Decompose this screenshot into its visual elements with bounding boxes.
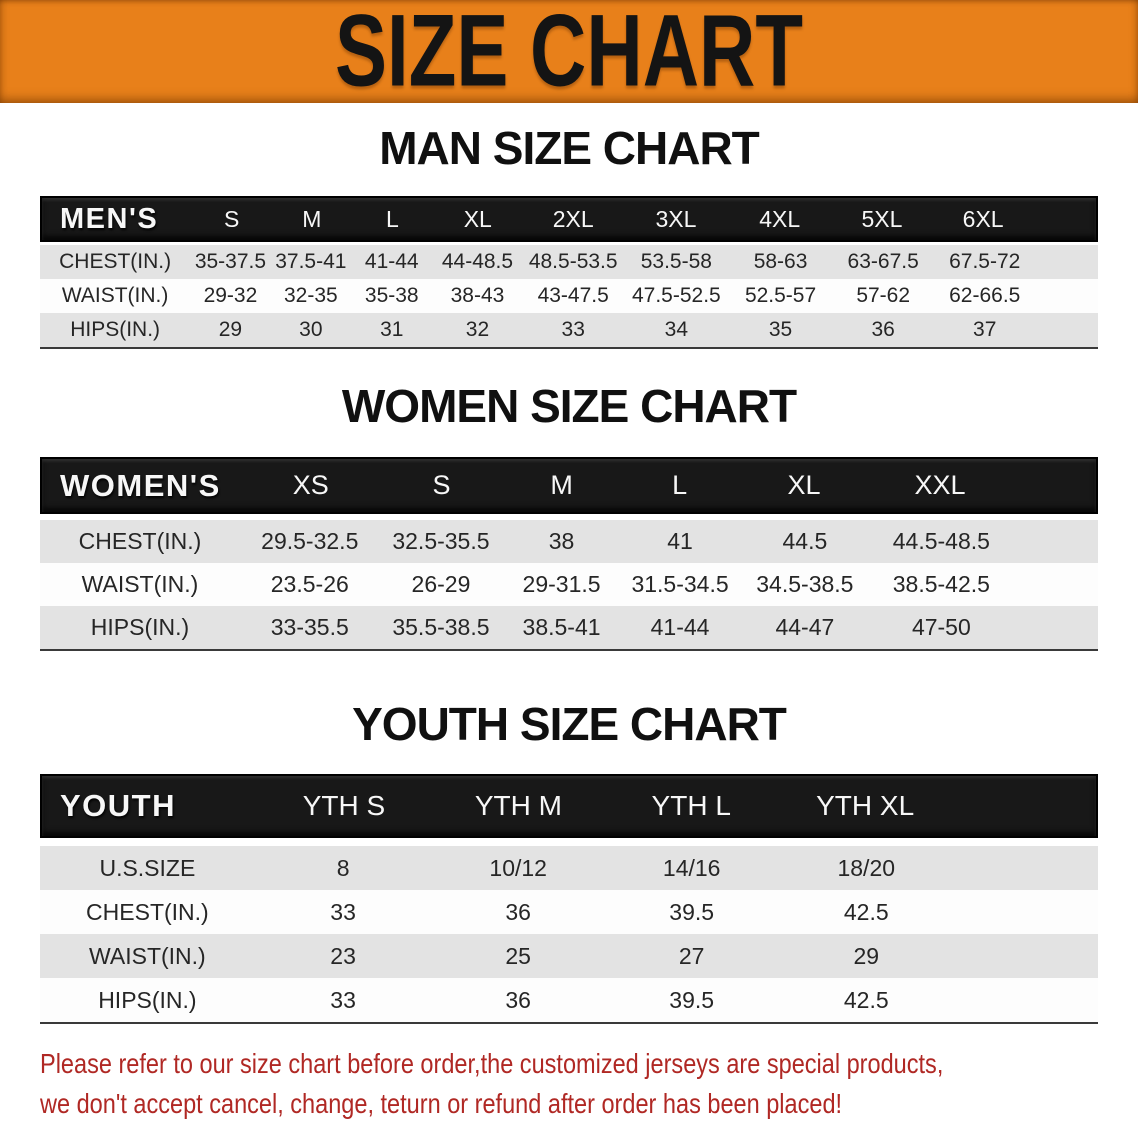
table-cell: 31.5-34.5 bbox=[631, 571, 729, 597]
table-cell: 41-44 bbox=[364, 250, 419, 273]
column-header: XXL bbox=[914, 470, 966, 500]
table-cell: 37.5-41 bbox=[275, 250, 347, 273]
table-cell: 35.5-38.5 bbox=[392, 614, 490, 640]
column-header: M bbox=[550, 470, 573, 500]
womens-header-label: WOMEN'S bbox=[60, 467, 221, 503]
table-cell: 36 bbox=[505, 986, 531, 1013]
row-label: WAIST(IN.) bbox=[89, 942, 206, 969]
womens-table-header-row bbox=[40, 457, 1098, 514]
table-cell: 31 bbox=[380, 318, 404, 341]
table-cell: 47-50 bbox=[911, 614, 971, 640]
women-section-heading: WOMEN SIZE CHART bbox=[341, 380, 797, 432]
size-chart-banner bbox=[0, 0, 1138, 109]
table-cell: 39.5 bbox=[669, 986, 715, 1013]
column-header: XL bbox=[787, 470, 821, 500]
column-header: L bbox=[672, 470, 688, 500]
column-header: S bbox=[432, 470, 451, 500]
table-cell: 29-32 bbox=[203, 284, 258, 307]
column-header: L bbox=[386, 205, 399, 232]
row-label: WAIST(IN.) bbox=[61, 284, 169, 307]
table-cell: 32 bbox=[465, 318, 490, 341]
row-label: WAIST(IN.) bbox=[81, 571, 199, 597]
table-cell: 38.5-42.5 bbox=[892, 571, 990, 597]
column-header: 5XL bbox=[861, 205, 903, 232]
table-cell: 36 bbox=[871, 318, 895, 341]
womens-size-table bbox=[40, 457, 1098, 651]
column-header: 4XL bbox=[759, 205, 801, 232]
table-cell: 33-35.5 bbox=[270, 614, 349, 640]
table-cell: 27 bbox=[678, 942, 705, 969]
row-label: HIPS(IN.) bbox=[98, 986, 197, 1013]
table-cell: 29-31.5 bbox=[522, 571, 601, 597]
table-cell: 44.5 bbox=[782, 528, 828, 554]
mens-size-table bbox=[40, 196, 1098, 349]
table-cell: 34.5-38.5 bbox=[756, 571, 854, 597]
table-cell: 23.5-26 bbox=[270, 571, 349, 597]
table-cell: 33 bbox=[561, 318, 585, 341]
row-label: U.S.SIZE bbox=[99, 854, 196, 881]
row-label: HIPS(IN.) bbox=[90, 614, 190, 640]
column-header: XS bbox=[292, 470, 329, 500]
table-cell: 37 bbox=[973, 318, 997, 341]
table-cell: 10/12 bbox=[489, 854, 547, 881]
table-cell: 35-38 bbox=[364, 284, 419, 307]
banner-title: SIZE CHART bbox=[335, 0, 803, 109]
table-cell: 18/20 bbox=[837, 854, 896, 881]
table-row-waist bbox=[40, 934, 1098, 978]
row-label: CHEST(IN.) bbox=[86, 898, 209, 925]
table-cell: 41-44 bbox=[650, 614, 710, 640]
table-row-chest bbox=[40, 245, 1098, 279]
table-row-waist bbox=[40, 563, 1098, 606]
table-cell: 43-47.5 bbox=[537, 284, 609, 307]
table-cell: 8 bbox=[336, 854, 350, 881]
mens-table-header-row bbox=[40, 196, 1098, 242]
disclaimer-line-2: we don't accept cancel, change, teturn or refund after order has been placed! bbox=[40, 1088, 843, 1119]
table-cell: 38.5-41 bbox=[522, 614, 601, 640]
table-cell: 42.5 bbox=[843, 986, 889, 1013]
table-cell: 25 bbox=[505, 942, 531, 969]
column-header: XL bbox=[463, 205, 492, 232]
table-cell: 29.5-32.5 bbox=[261, 528, 359, 554]
table-cell: 36 bbox=[505, 898, 531, 925]
mens-header-label: MEN'S bbox=[60, 202, 159, 235]
row-gap bbox=[40, 838, 1098, 846]
table-cell: 33 bbox=[330, 986, 356, 1013]
table-cell: 48.5-53.5 bbox=[528, 250, 618, 273]
table-cell: 34 bbox=[664, 318, 689, 341]
table-cell: 35-37.5 bbox=[194, 250, 267, 273]
table-cell: 42.5 bbox=[843, 898, 889, 925]
table-cell: 26-29 bbox=[411, 571, 471, 597]
table-cell: 23 bbox=[330, 942, 356, 969]
table-cell: 67.5-72 bbox=[949, 250, 1021, 273]
table-cell: 38 bbox=[548, 528, 575, 554]
table-cell: 57-62 bbox=[856, 284, 911, 307]
table-cell: 62-66.5 bbox=[949, 284, 1021, 307]
row-label: CHEST(IN.) bbox=[59, 250, 172, 273]
men-section-heading: MAN SIZE CHART bbox=[379, 122, 759, 174]
column-header: YTH M bbox=[474, 790, 562, 821]
table-row-hips bbox=[40, 313, 1098, 347]
table-cell: 47.5-52.5 bbox=[631, 284, 721, 307]
column-header: YTH S bbox=[302, 790, 386, 821]
youth-section-heading: YOUTH SIZE CHART bbox=[352, 698, 786, 750]
table-cell: 32-35 bbox=[283, 284, 338, 307]
table-cell: 44-47 bbox=[775, 614, 835, 640]
table-cell: 44-48.5 bbox=[441, 250, 514, 273]
table-cell: 44.5-48.5 bbox=[892, 528, 990, 554]
table-cell: 53.5-58 bbox=[640, 250, 712, 273]
table-row-hips bbox=[40, 978, 1098, 1022]
table-cell: 63-67.5 bbox=[847, 250, 919, 273]
table-cell: 58-63 bbox=[753, 250, 808, 273]
table-cell: 29 bbox=[853, 942, 880, 969]
column-header: S bbox=[224, 205, 240, 232]
table-cell: 38-43 bbox=[450, 284, 505, 307]
table-cell: 52.5-57 bbox=[744, 284, 817, 307]
disclaimer bbox=[40, 1044, 1138, 1124]
youth-table-header-row bbox=[40, 774, 1098, 838]
table-cell: 14/16 bbox=[662, 854, 721, 881]
table-cell: 32.5-35.5 bbox=[392, 528, 490, 554]
column-header: 2XL bbox=[552, 205, 594, 232]
table-row-chest bbox=[40, 890, 1098, 934]
table-cell: 33 bbox=[330, 898, 356, 925]
table-row-chest bbox=[40, 520, 1098, 563]
table-cell: 39.5 bbox=[669, 898, 715, 925]
youth-size-table bbox=[40, 774, 1098, 1024]
column-header: 6XL bbox=[962, 205, 1004, 232]
table-cell: 29 bbox=[218, 318, 243, 341]
column-header: M bbox=[302, 205, 322, 232]
column-header: YTH L bbox=[651, 790, 731, 821]
row-label: CHEST(IN.) bbox=[78, 528, 202, 554]
table-cell: 30 bbox=[299, 318, 323, 341]
disclaimer-line-1: Please refer to our size chart before order,the customized jerseys are special products, bbox=[40, 1048, 944, 1079]
table-row-hips bbox=[40, 606, 1098, 649]
column-header: 3XL bbox=[655, 205, 697, 232]
table-row-ussize bbox=[40, 846, 1098, 890]
table-cell: 35 bbox=[768, 318, 793, 341]
table-row-waist bbox=[40, 279, 1098, 313]
row-label: HIPS(IN.) bbox=[70, 318, 161, 341]
youth-header-label: YOUTH bbox=[60, 788, 176, 823]
table-cell: 41 bbox=[667, 528, 693, 554]
column-header: YTH XL bbox=[816, 790, 915, 821]
